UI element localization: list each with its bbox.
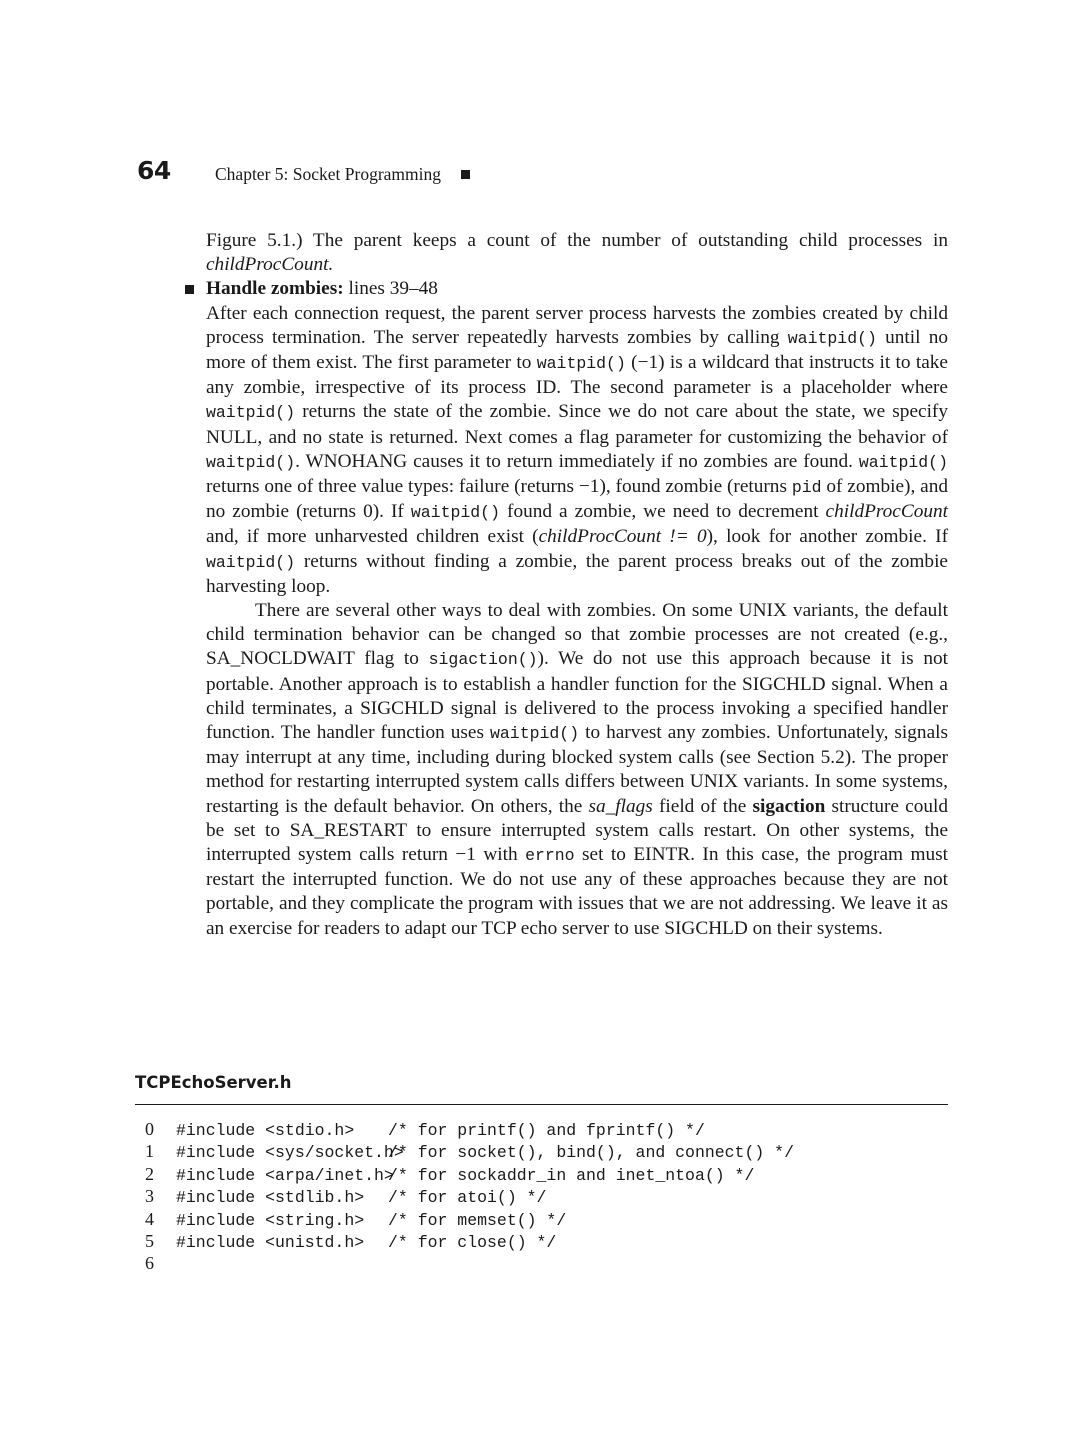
text-run: After each connection request, the parent server process harvests the zombies created by child process termination. The server repeatedly harvests zombies by calling — [206, 302, 948, 348]
emphasis-variable: childProcCount. — [206, 254, 334, 276]
body-text — [206, 229, 948, 941]
running-head-bullet — [461, 170, 470, 179]
paragraph-alternatives — [206, 599, 948, 941]
text-run: field of the — [652, 795, 753, 817]
code-line — [145, 1185, 794, 1207]
emphasis-variable: childProcCount — [825, 501, 948, 523]
emphasis-variable: sa_flags — [588, 795, 653, 817]
text-run: Figure 5.1.) The parent keeps a count of the number of outstanding child processes in — [206, 230, 948, 251]
code-line — [145, 1140, 794, 1162]
code-comment: /* for close() */ — [388, 1232, 557, 1252]
code-include: #include <arpa/inet.h> — [176, 1165, 394, 1185]
inline-code: waitpid() — [410, 503, 500, 523]
code-include: #include <stdio.h> — [176, 1121, 355, 1140]
code-include: #include <stdlib.h> — [176, 1188, 365, 1208]
line-number: 1 — [145, 1141, 154, 1162]
code-comment: /* for printf() and fprintf() */ — [388, 1121, 705, 1140]
inline-code: sigaction() — [428, 650, 538, 670]
emphasis-variable: childProcCount != 0 — [538, 526, 707, 548]
text-run: ), look for another zombie. If — [706, 526, 948, 548]
inline-code: waitpid() — [206, 552, 296, 572]
code-comment: /* for memset() */ — [388, 1210, 567, 1230]
text-run: ). We do not use this approach because it is not portable. Another approach is to establish a handler function for the SIGCHLD signal. When a child terminates, a SIGCHLD signal is delivered to the process invoking a specified handler function. The handler function uses — [206, 648, 948, 744]
line-number: 5 — [145, 1230, 154, 1251]
code-line — [145, 1208, 794, 1230]
code-include: #include <unistd.h> — [176, 1232, 365, 1252]
listing-divider — [135, 1104, 948, 1105]
code-listing — [145, 1118, 794, 1275]
code-comment: /* for socket(), bind(), and connect() */ — [388, 1143, 794, 1163]
text-run: returns without finding a zombie, the parent process breaks out of the zombie harvesting loop. — [206, 550, 948, 597]
running-head — [215, 162, 470, 186]
bold-term: sigaction — [752, 795, 826, 817]
code-include: #include <string.h> — [176, 1210, 365, 1230]
running-head-title: Chapter 5: Socket Programming — [215, 164, 442, 184]
text-run: . WNOHANG causes it to return immediately if no zombies are found. — [295, 450, 859, 472]
item-heading-lines: lines 39–48 — [343, 278, 438, 300]
list-item-heading — [206, 277, 948, 301]
text-run: set to EINTR. In this case, the program must restart the interrupted function. We do not use any of these approaches because they are not portable, and they complicate the program with issues that we are not addressing. We leave it as an exercise for readers to adapt our TCP echo server to use SIGCHLD on their systems. — [206, 844, 948, 939]
line-number: 4 — [145, 1208, 154, 1229]
inline-code: pid — [791, 478, 822, 498]
inline-code: waitpid() — [206, 403, 296, 423]
inline-code: waitpid() — [536, 354, 626, 374]
code-line — [145, 1230, 794, 1252]
listing-title: TCPEchoServer.h — [135, 1073, 292, 1092]
inline-code: waitpid() — [787, 328, 877, 348]
code-comment: /* for atoi() */ — [388, 1188, 547, 1208]
line-number: 0 — [145, 1119, 154, 1139]
text-run: found a zombie, we need to decrement — [500, 501, 826, 523]
inline-code: errno — [525, 846, 575, 866]
line-number: 3 — [145, 1186, 154, 1207]
item-heading-bold: Handle zombies: — [206, 278, 344, 300]
line-number: 6 — [145, 1253, 154, 1274]
code-line — [145, 1252, 794, 1274]
paragraph-zombies — [206, 302, 948, 599]
code-line — [145, 1118, 794, 1140]
text-run: until no more of them exist. The first parameter to — [206, 326, 948, 374]
text-run: of zombie), and no zombie (returns 0). If — [206, 476, 948, 523]
text-run: returns one of three value types: failure (returns −1), found zombie (returns — [206, 476, 792, 498]
inline-code: waitpid() — [489, 724, 580, 744]
text-run: and, if more unharvested children exist ( — [206, 526, 539, 548]
code-line — [145, 1163, 794, 1185]
text-run: structure could be set to SA_RESTART to ensure interrupted system calls restart. On other systems, the interrupted system calls return −1 with — [206, 795, 948, 866]
inline-code: waitpid() — [858, 452, 948, 472]
paragraph-continuation — [206, 229, 948, 277]
list-bullet — [185, 285, 194, 294]
code-include: #include <sys/socket.h> — [176, 1143, 404, 1163]
line-number: 2 — [145, 1163, 154, 1184]
text-run: (−1) is a wildcard that instructs it to take any zombie, irrespective of its process ID. The second parameter is a placeholder where — [206, 352, 948, 399]
text-run: to harvest any zombies. Unfortunately, signals may interrupt at any time, including during blocked system calls (see Section 5.2). The proper method for restarting interrupted system calls differs between UNIX variants. In some systems, restarting is the default behavior. On others, the — [206, 722, 948, 817]
page-number: 64 — [137, 156, 171, 185]
text-run: There are several other ways to deal with zombies. On some UNIX variants, the default child termination behavior can be changed so that zombie processes are not created (e.g., SA_NOCLDWAIT flag to — [206, 600, 948, 670]
code-comment: /* for sockaddr_in and inet_ntoa() */ — [388, 1165, 755, 1185]
text-run: returns the state of the zombie. Since we do not care about the state, we specify NULL, and no state is returned. Next comes a flag parameter for customizing the behavior of — [206, 401, 948, 448]
inline-code: waitpid() — [206, 452, 296, 472]
